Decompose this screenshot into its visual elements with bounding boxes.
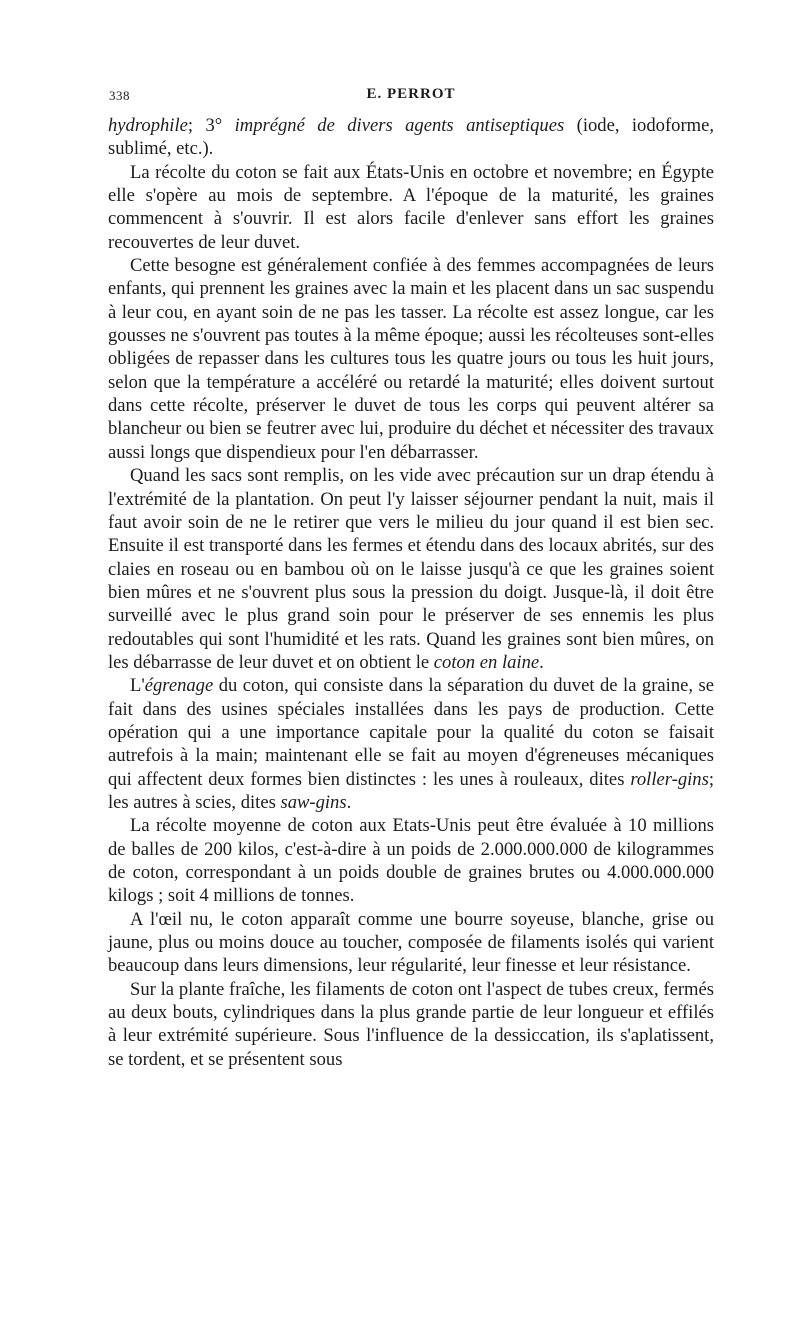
text-run: La récolte du coton se fait aux États-Unis en octobre et novembre; en Égypte elle s'opère au mois de septembre. A l'époque de la maturité, les graines commencent à s'ouvrir. Il est alors facile d'enlever sans effort les graines recouvertes de leur duvet. [108, 161, 714, 253]
paragraph [108, 908, 714, 978]
paragraph [108, 161, 714, 254]
running-head-author: E. PERROT [366, 86, 456, 102]
italic-run: roller-gins [630, 768, 709, 790]
paragraph [108, 674, 714, 814]
italic-run: coton en laine [433, 651, 540, 673]
page-number: 338 [109, 88, 130, 103]
text-run: . [346, 791, 352, 813]
italic-run: hydrophile [108, 115, 188, 136]
paragraph [108, 464, 714, 674]
text-run: Quand les sacs sont remplis, on les vide avec précaution sur un drap étendu à l'extrémité de la plantation. On peut l'y laisser séjourner pendant la nuit, mais il faut avoir soin de ne le retirer que vers le milieu du jour quand il est bien sec. Ensuite il est transporté dans les fermes et étendu dans des locaux abrités, sur des claies en roseau ou en bambou où on le laisse jusqu'à ce que les graines soient bien mûres et ne s'ouvrent plus sous la pression du doigt. Jusque-là, il doit être surveillé avec le plus grand soin pour le préserver de ses ennemis les plus redoutables qui sont l'humidité et les rats. Quand les graines sont bien mûres, on les débarrasse de leur duvet et on obtient le [108, 465, 714, 673]
text-run: A l'œil nu, le coton apparaît comme une bourre soyeuse, blanche, grise ou jaune, plus ou moins douce au toucher, composée de filaments isolés qui varient beaucoup dans leurs dimensions, leur régularité, leur finesse et leur résistance. [108, 908, 714, 977]
italic-run: égrenage [144, 675, 214, 697]
italic-run: saw-gins [280, 791, 347, 813]
paragraph [108, 254, 714, 464]
text-run: Cette besogne est généralement confiée à des femmes accompagnées de leurs enfants, qui prennent les graines avec la main et les placent dans un sac suspendu à leur cou, en ayant soin de ne pas les tasser. La récolte est assez longue, car les gousses ne s'ouvrent pas toutes à la même époque; aussi les récolteuses sont-elles obligées de repasser dans les cultures tous les quatre jours ou tous les huit jours, selon que la température a accéléré ou retardé la maturité; elles doivent surtout dans cette récolte, préserver le duvet de tous les corps qui peuvent altérer sa blancheur ou bien se feutrer avec lui, produire du déchet et nécessiter des travaux aussi longs que dispendieux pour l'en débarrasser. [108, 255, 714, 463]
text-run: ; 3° [187, 115, 235, 136]
text-run: . [539, 651, 544, 673]
text-run: L' [130, 675, 145, 697]
text-run: (iode, iodoforme, sublimé, etc.). [108, 115, 714, 160]
text-run: La récolte moyenne de coton aux Etats-Unis peut être évaluée à 10 millions de balles de 200 kilos, c'est-à-dire à un poids de 2.000.000.000 de kilogrammes de coton, correspondant à un poids double de graines brutes ou 4.000.000.000 kilogs ; soit 4 millions de tonnes. [108, 815, 714, 907]
running-head [108, 86, 714, 110]
text-run: du coton, qui consiste dans la séparation du duvet de la graine, se fait dans des usines spéciales installées dans les pays de production. Cette opération qui a une importance capitale pour la qualité du coton se faisait autrefois à la main; maintenant elle se fait au moyen d'égreneuses mécaniques qui affectent deux formes bien distinctes : les unes à rouleaux, dites [108, 675, 714, 790]
italic-run: imprégné de divers agents antiseptiques [234, 115, 565, 136]
text-run: ; les autres à scies, dites [108, 768, 714, 813]
book-page [108, 86, 714, 1071]
text-run: Sur la plante fraîche, les filaments de coton ont l'aspect de tubes creux, fermés au deux bouts, cylindriques dans la plus grande partie de leur longueur et effilés à leur extrémité supérieure. Sous l'influence de la dessiccation, ils s'aplatissent, se tordent, et se présentent sous [108, 978, 714, 1070]
body-text [108, 114, 714, 1071]
paragraph [108, 114, 714, 161]
paragraph [108, 978, 714, 1071]
paragraph [108, 814, 714, 907]
